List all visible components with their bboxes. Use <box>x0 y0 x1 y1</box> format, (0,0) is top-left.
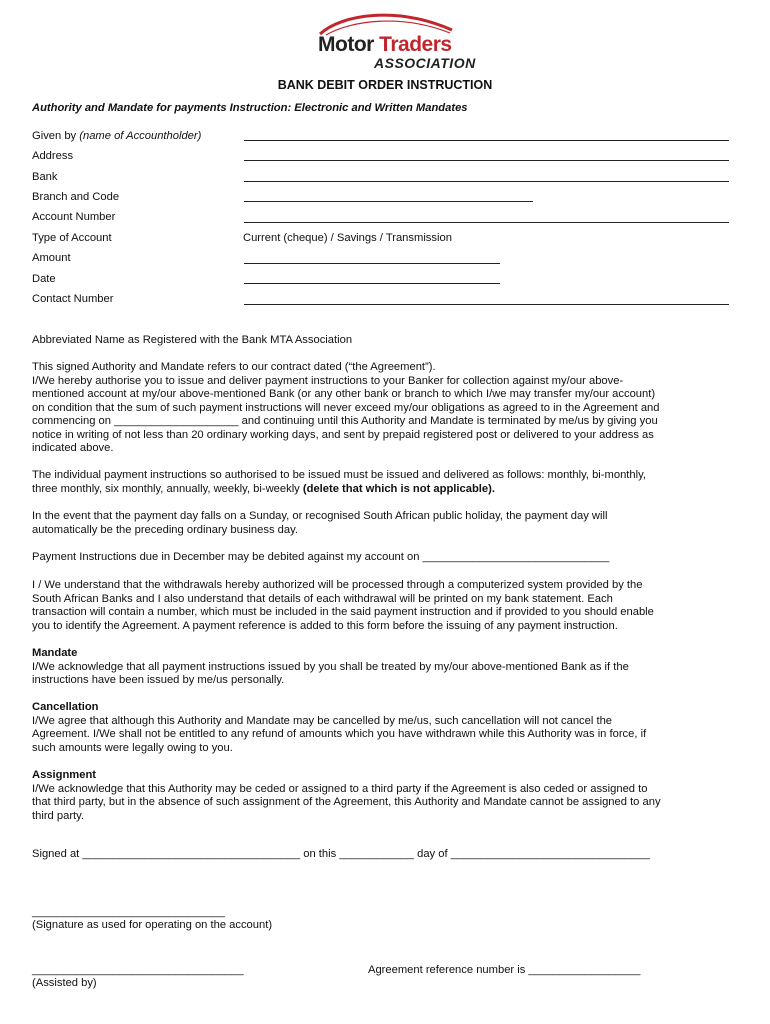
given-by-hint: (name of Accountholder) <box>79 130 202 142</box>
paragraph-line: transaction will contain a number, which must be included in the said payment instruction and if provided to you should enable <box>32 606 654 618</box>
logo-word-motor: Motor <box>318 33 374 56</box>
logo <box>318 33 452 57</box>
assisted-by-line[interactable]: __________________________________ <box>32 964 244 976</box>
signature-line[interactable]: _______________________________ <box>32 906 225 918</box>
paragraph-line: I/We hereby authorise you to issue and deliver payment instructions to your Banker for collection against my/our above- <box>32 374 624 387</box>
computerized-paragraph <box>32 579 744 633</box>
bank-input[interactable] <box>244 181 729 182</box>
paragraph-line: notice in writing of not less than 20 ordinary working days, and sent by prepaid registered post or delivered to your address as <box>32 428 654 441</box>
paragraph-line: automatically be the preceding ordinary business day. <box>32 523 298 536</box>
given-by-input[interactable] <box>244 140 729 141</box>
logo-subtitle: ASSOCIATION <box>374 55 476 71</box>
holiday-paragraph <box>32 510 744 537</box>
delete-instruction: (delete that which is not applicable). <box>302 482 495 495</box>
field-label-date: Date <box>32 273 56 285</box>
paragraph-line <box>32 483 744 497</box>
cancellation-heading: Cancellation <box>32 701 99 713</box>
given-by-label: Given by <box>32 130 77 142</box>
paragraph-line: I/We acknowledge that this Authority may be ceded or assigned to a third party if the Agreement is also ceded or assigned to <box>32 782 648 795</box>
paragraph-line: I / We understand that the withdrawals hereby authorized will be processed through a computerized system provided by the <box>32 579 643 591</box>
paragraph-line: mentioned account at my/our above-mentioned Bank (or any other bank or branch to which I/we may transfer my/our account) <box>32 388 656 400</box>
frequency-paragraph <box>32 469 744 496</box>
mandate-section <box>32 647 744 688</box>
assignment-section <box>32 769 744 823</box>
paragraph-line: indicated above. <box>32 442 114 454</box>
cancellation-section <box>32 701 744 755</box>
paragraph-line: on condition that the sum of such payment instructions will never exceed my/our obligations as agreed to in the Agreement and <box>32 401 660 414</box>
branch-code-input[interactable] <box>244 201 533 202</box>
amount-input[interactable] <box>244 263 500 264</box>
agreement-paragraph <box>32 361 744 456</box>
paragraph-line: In the event that the payment day falls on a Sunday, or recognised South African public holiday, the payment day will <box>32 510 608 522</box>
paragraph-line: South African Banks and I also understand that details of each withdrawal will be printed on my bank statement. Each <box>32 592 613 605</box>
mandate-heading: Mandate <box>32 647 78 659</box>
paragraph-line: third party. <box>32 809 85 822</box>
field-label-branch-code: Branch and Code <box>32 191 120 203</box>
paragraph-line: instructions have been issued by me/us personally. <box>32 674 285 686</box>
paragraph-line: you to identify the Agreement. A payment reference is added to this form before the issuing of any payment instruction. <box>32 619 618 632</box>
agreement-reference-line[interactable]: Agreement reference number is __________________ <box>368 964 641 976</box>
document-title: BANK DEBIT ORDER INSTRUCTION <box>277 78 493 92</box>
paragraph-line: This signed Authority and Mandate refers to our contract dated (“the Agreement”). <box>32 361 436 373</box>
account-number-input[interactable] <box>244 222 729 223</box>
date-input[interactable] <box>244 283 500 284</box>
address-input[interactable] <box>244 160 729 161</box>
document-subtitle: Authority and Mandate for payments Instruction: Electronic and Written Mandates <box>32 102 468 114</box>
assisted-by-caption: (Assisted by) <box>32 977 97 989</box>
contact-number-input[interactable] <box>244 304 729 305</box>
paragraph-line: I/We agree that although this Authority and Mandate may be cancelled by me/us, such cancellation will not cancel the <box>32 714 613 727</box>
field-label-amount: Amount <box>32 252 71 264</box>
december-debit-line[interactable]: Payment Instructions due in December may be debited against my account on ______________________________ <box>32 551 610 563</box>
field-label-bank: Bank <box>32 171 58 183</box>
assignment-heading: Assignment <box>32 769 97 781</box>
type-of-account-options[interactable]: Current (cheque) / Savings / Transmission <box>243 232 452 244</box>
field-label-given-by <box>32 130 201 144</box>
field-label-type-of-account: Type of Account <box>32 232 112 244</box>
paragraph-line: I/We acknowledge that all payment instructions issued by you shall be treated by my/our above-mentioned Bank as if the <box>32 660 629 673</box>
paragraph-line: The individual payment instructions so authorised to be issued must be issued and delivered as follows: monthly, bi-monthly, <box>32 469 646 481</box>
field-label-account-number: Account Number <box>32 211 116 223</box>
logo-word-traders: Traders <box>379 33 452 56</box>
field-label-contact-number: Contact Number <box>32 293 114 305</box>
abbreviated-name: Abbreviated Name as Registered with the Bank MTA Association <box>32 334 353 346</box>
frequency-options[interactable]: three monthly, six monthly, annually, weekly, bi-weekly <box>32 482 300 495</box>
paragraph-line: Agreement. I/We shall not be entitled to any refund of amounts which you have withdrawn while this Authority was in force, if <box>32 728 647 740</box>
signed-at-line[interactable]: Signed at ___________________________________ on this ____________ day of ________________________________ <box>32 848 650 860</box>
paragraph-line: that third party, but in the absence of such assignment of the Agreement, this Authority and Mandate cannot be assigned to any <box>32 796 661 808</box>
field-label-address: Address <box>32 150 74 162</box>
paragraph-line: such amounts were legally owing to you. <box>32 741 233 754</box>
commencing-line[interactable]: commencing on ____________________ and continuing until this Authority and Mandate is terminated by me/us by giving you <box>32 415 658 427</box>
signature-caption: (Signature as used for operating on the account) <box>32 919 273 931</box>
